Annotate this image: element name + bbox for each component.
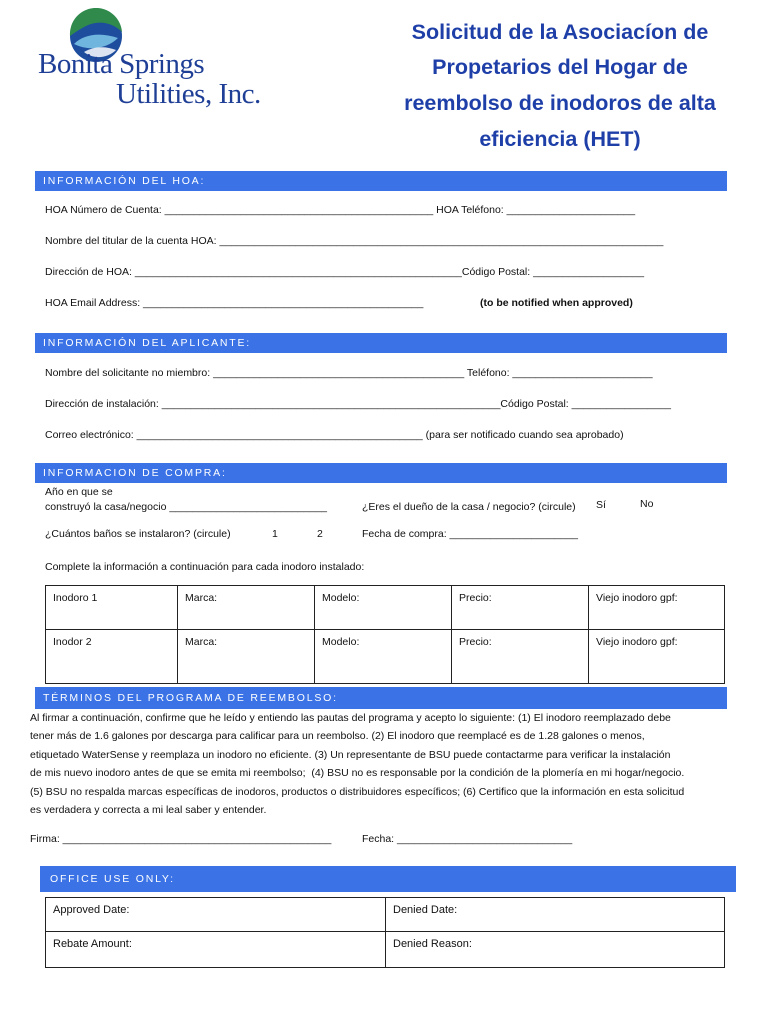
office-section-header: OFFICE USE ONLY: bbox=[40, 866, 736, 892]
title-line-4: eficiencia (HET) bbox=[479, 127, 641, 151]
hoa-email-line[interactable]: HOA Email Address: ________________________________________________ bbox=[45, 297, 424, 309]
denied-date-cell[interactable]: Denied Date: bbox=[386, 898, 725, 932]
terms-line-5: (5) BSU no respalda marcas específicas de inodoros, productos o distribuidores específicos; (6) Certifico que la información en esta solicitud bbox=[30, 785, 685, 798]
title-line-2: Propetarios del Hogar de bbox=[432, 55, 688, 79]
logo bbox=[38, 8, 278, 114]
toilet-2-price[interactable]: Precio: bbox=[452, 630, 589, 684]
terms-paragraph bbox=[30, 709, 745, 819]
office-table bbox=[45, 897, 725, 968]
table-row bbox=[46, 932, 725, 968]
logo-text-line-2: Utilities, Inc. bbox=[116, 78, 261, 110]
title-line-1: Solicitud de la Asociacíon de bbox=[411, 20, 709, 44]
owner-no-option[interactable]: No bbox=[640, 498, 654, 510]
owner-question: ¿Eres el dueño de la casa / negocio? (circule) bbox=[362, 501, 576, 513]
purchase-date-line[interactable]: Fecha de compra: ______________________ bbox=[362, 528, 579, 540]
hoa-section-header: INFORMACIÓN DEL HOA: bbox=[35, 171, 727, 191]
applicant-email-line[interactable]: Correo electrónico: _________________________________________________ (para ser notificado cuando sea aprobado) bbox=[45, 429, 624, 441]
toilet-1-old-gpf[interactable]: Viejo inodoro gpf: bbox=[589, 586, 725, 630]
year-built-line[interactable]: construyó la casa/negocio ___________________________ bbox=[45, 501, 327, 513]
terms-line-6: es verdadera y correcta a mi leal saber y entender. bbox=[30, 804, 267, 817]
applicant-address-line[interactable]: Dirección de instalación: __________________________________________________________Código Postal: _________________ bbox=[45, 398, 671, 410]
signature-date-line[interactable]: Fecha: ______________________________ bbox=[362, 833, 573, 845]
toilet-1-brand[interactable]: Marca: bbox=[178, 586, 315, 630]
toilet-2-label: Inodor 2 bbox=[46, 630, 178, 684]
baths-option-1[interactable]: 1 bbox=[272, 528, 278, 540]
toilet-1-label: Inodoro 1 bbox=[46, 586, 178, 630]
owner-yes-option[interactable]: Sí bbox=[596, 499, 606, 511]
toilet-2-brand[interactable]: Marca: bbox=[178, 630, 315, 684]
table-row bbox=[46, 898, 725, 932]
terms-line-2: tener más de 1.6 galones por descarga para calificar para un reembolso. (2) El inodoro que reemplacé es de 1.28 galones o menos, bbox=[30, 730, 645, 743]
terms-section-header: TÉRMINOS DEL PROGRAMA DE REEMBOLSO: bbox=[35, 687, 727, 709]
logo-text-line-1: Bonita Springs bbox=[38, 48, 205, 80]
terms-line-3: etiquetado WaterSense y reemplaza un inodoro no eficiente. (3) Un representante de BSU puede contactarme para verificar la instalación bbox=[30, 748, 671, 761]
terms-line-4: de mis nuevo inodoro antes de que se emita mi reembolso; (4) BSU no es responsable por la condición de la plomería en mi hogar/negocio. bbox=[30, 767, 685, 780]
toilet-1-price[interactable]: Precio: bbox=[452, 586, 589, 630]
toilet-1-model[interactable]: Modelo: bbox=[315, 586, 452, 630]
hoa-holder-line[interactable]: Nombre del titular de la cuenta HOA: ____________________________________________________________________________ bbox=[45, 235, 664, 247]
year-built-label: Año en que se bbox=[45, 486, 113, 498]
signature-line[interactable]: Firma: ______________________________________________ bbox=[30, 833, 332, 845]
approved-date-cell[interactable]: Approved Date: bbox=[46, 898, 386, 932]
table-row bbox=[46, 630, 725, 684]
hoa-email-note: (to be notified when approved) bbox=[480, 297, 633, 309]
toilets-table bbox=[45, 585, 725, 684]
toilets-instructions: Complete la información a continuación para cada inodoro instalado: bbox=[45, 561, 365, 573]
applicant-name-line[interactable]: Nombre del solicitante no miembro: ___________________________________________ Teléfono: ________________________ bbox=[45, 367, 653, 379]
applicant-section-header: INFORMACIÓN DEL APLICANTE: bbox=[35, 333, 727, 353]
hoa-account-line[interactable]: HOA Número de Cuenta: ______________________________________________ HOA Teléfono: ______________________ bbox=[45, 204, 636, 216]
table-row bbox=[46, 586, 725, 630]
terms-line-1: Al firmar a continuación, confirme que he leído y entiendo las pautas del programa y acepto lo siguiente: (1) El inodoro reemplazado debe bbox=[30, 712, 671, 724]
denied-reason-cell[interactable]: Denied Reason: bbox=[386, 932, 725, 968]
toilet-2-old-gpf[interactable]: Viejo inodoro gpf: bbox=[589, 630, 725, 684]
hoa-address-line[interactable]: Dirección de HOA: ________________________________________________________Código Postal: ___________________ bbox=[45, 266, 645, 278]
toilet-2-model[interactable]: Modelo: bbox=[315, 630, 452, 684]
purchase-section-header: INFORMACION DE COMPRA: bbox=[35, 463, 727, 483]
baths-option-2[interactable]: 2 bbox=[317, 528, 323, 540]
baths-question: ¿Cuántos baños se instalaron? (circule) bbox=[45, 528, 231, 540]
rebate-amount-cell[interactable]: Rebate Amount: bbox=[46, 932, 386, 968]
title-line-3: reembolso de inodoros de alta bbox=[404, 91, 716, 115]
